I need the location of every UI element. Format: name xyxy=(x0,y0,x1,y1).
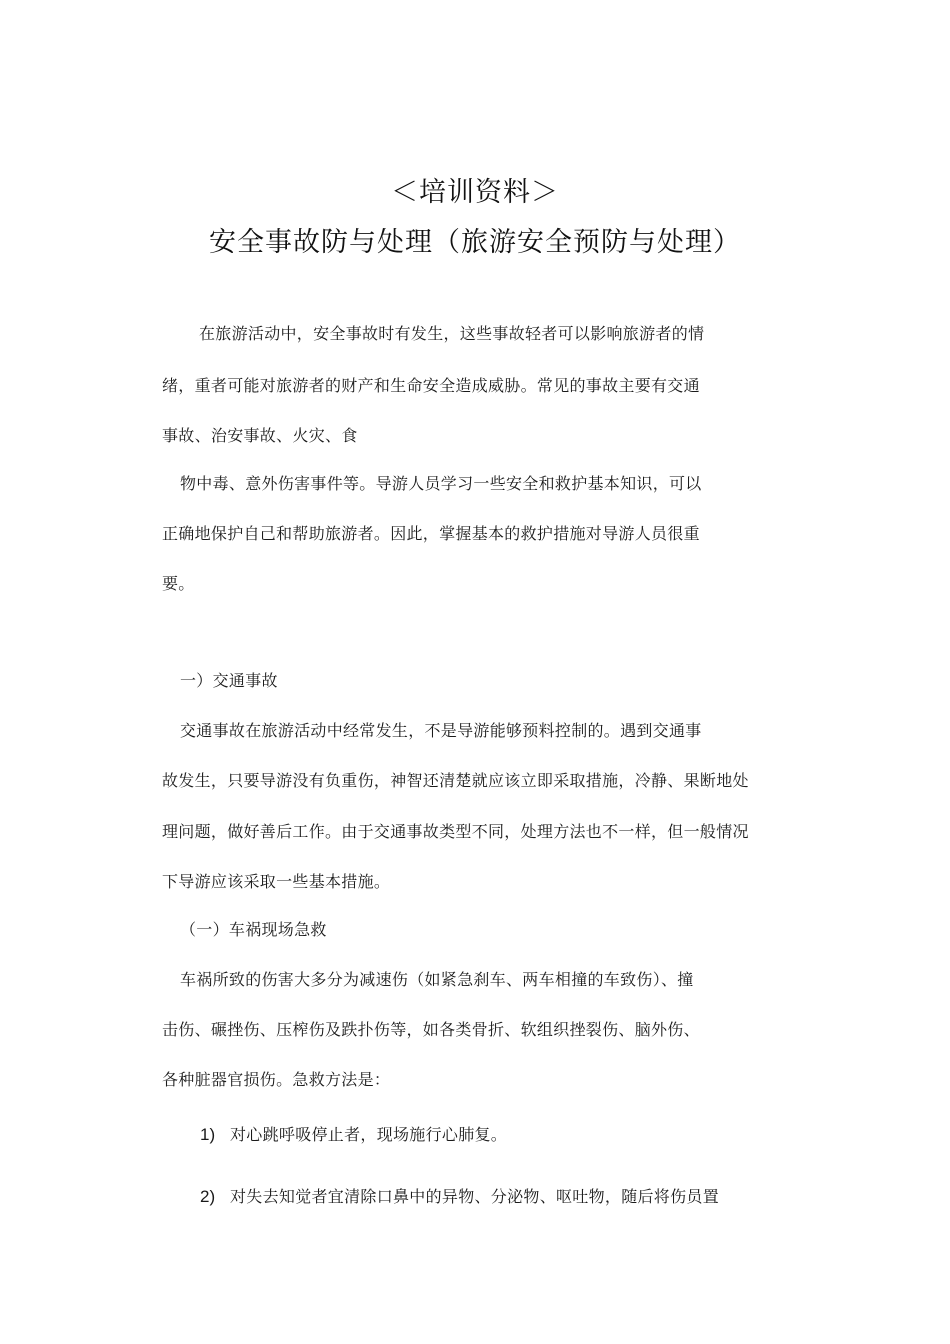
subsection-line: 击伤、碾挫伤、压榨伤及跌扑伤等，如各类骨折、软组织挫裂伤、脑外伤、 xyxy=(162,1020,700,1039)
document-title: 安全事故防与处理（旅游安全预防与处理） xyxy=(209,227,741,258)
list-number: 2) xyxy=(200,1187,216,1206)
subsection-line: 各种脏器官损伤。急救方法是： xyxy=(162,1070,391,1089)
list-text: 对失去知觉者宜清除口鼻中的异物、分泌物、呕吐物，随后将伤员置 xyxy=(230,1187,720,1206)
intro-line: 要。 xyxy=(162,574,195,593)
section-line: 理问题，做好善后工作。由于交通事故类型不同，处理方法也不一样，但一般情况 xyxy=(162,822,749,841)
list-text: 对心跳呼吸停止者，现场施行心肺复。 xyxy=(230,1125,508,1144)
intro-line: 绪，重者可能对旅游者的财产和生命安全造成威胁。常见的事故主要有交通 xyxy=(162,376,700,395)
section-line: 故发生，只要导游没有负重伤，神智还清楚就应该立即采取措施，冷静、果断地处 xyxy=(162,771,749,790)
document-title-label: ＜培训资料＞ xyxy=(391,177,559,208)
section-line: 交通事故在旅游活动中经常发生，不是导游能够预料控制的。遇到交通事 xyxy=(180,721,702,740)
intro-line: 在旅游活动中，安全事故时有发生，这些事故轻者可以影响旅游者的情 xyxy=(199,324,705,343)
section-heading: 一）交通事故 xyxy=(180,671,278,690)
intro-line: 正确地保护自己和帮助旅游者。因此，掌握基本的救护措施对导游人员很重 xyxy=(162,524,700,543)
intro-line: 物中毒、意外伤害事件等。导游人员学习一些安全和救护基本知识，可以 xyxy=(180,474,702,493)
intro-line: 事故、治安事故、火灾、食 xyxy=(162,426,358,445)
list-number: 1) xyxy=(200,1125,216,1144)
subsection-heading: （一）车祸现场急救 xyxy=(180,920,327,939)
section-line: 下导游应该采取一些基本措施。 xyxy=(162,872,391,891)
subsection-line: 车祸所致的伤害大多分为减速伤（如紧急刹车、两车相撞的车致伤）、撞 xyxy=(180,970,694,989)
